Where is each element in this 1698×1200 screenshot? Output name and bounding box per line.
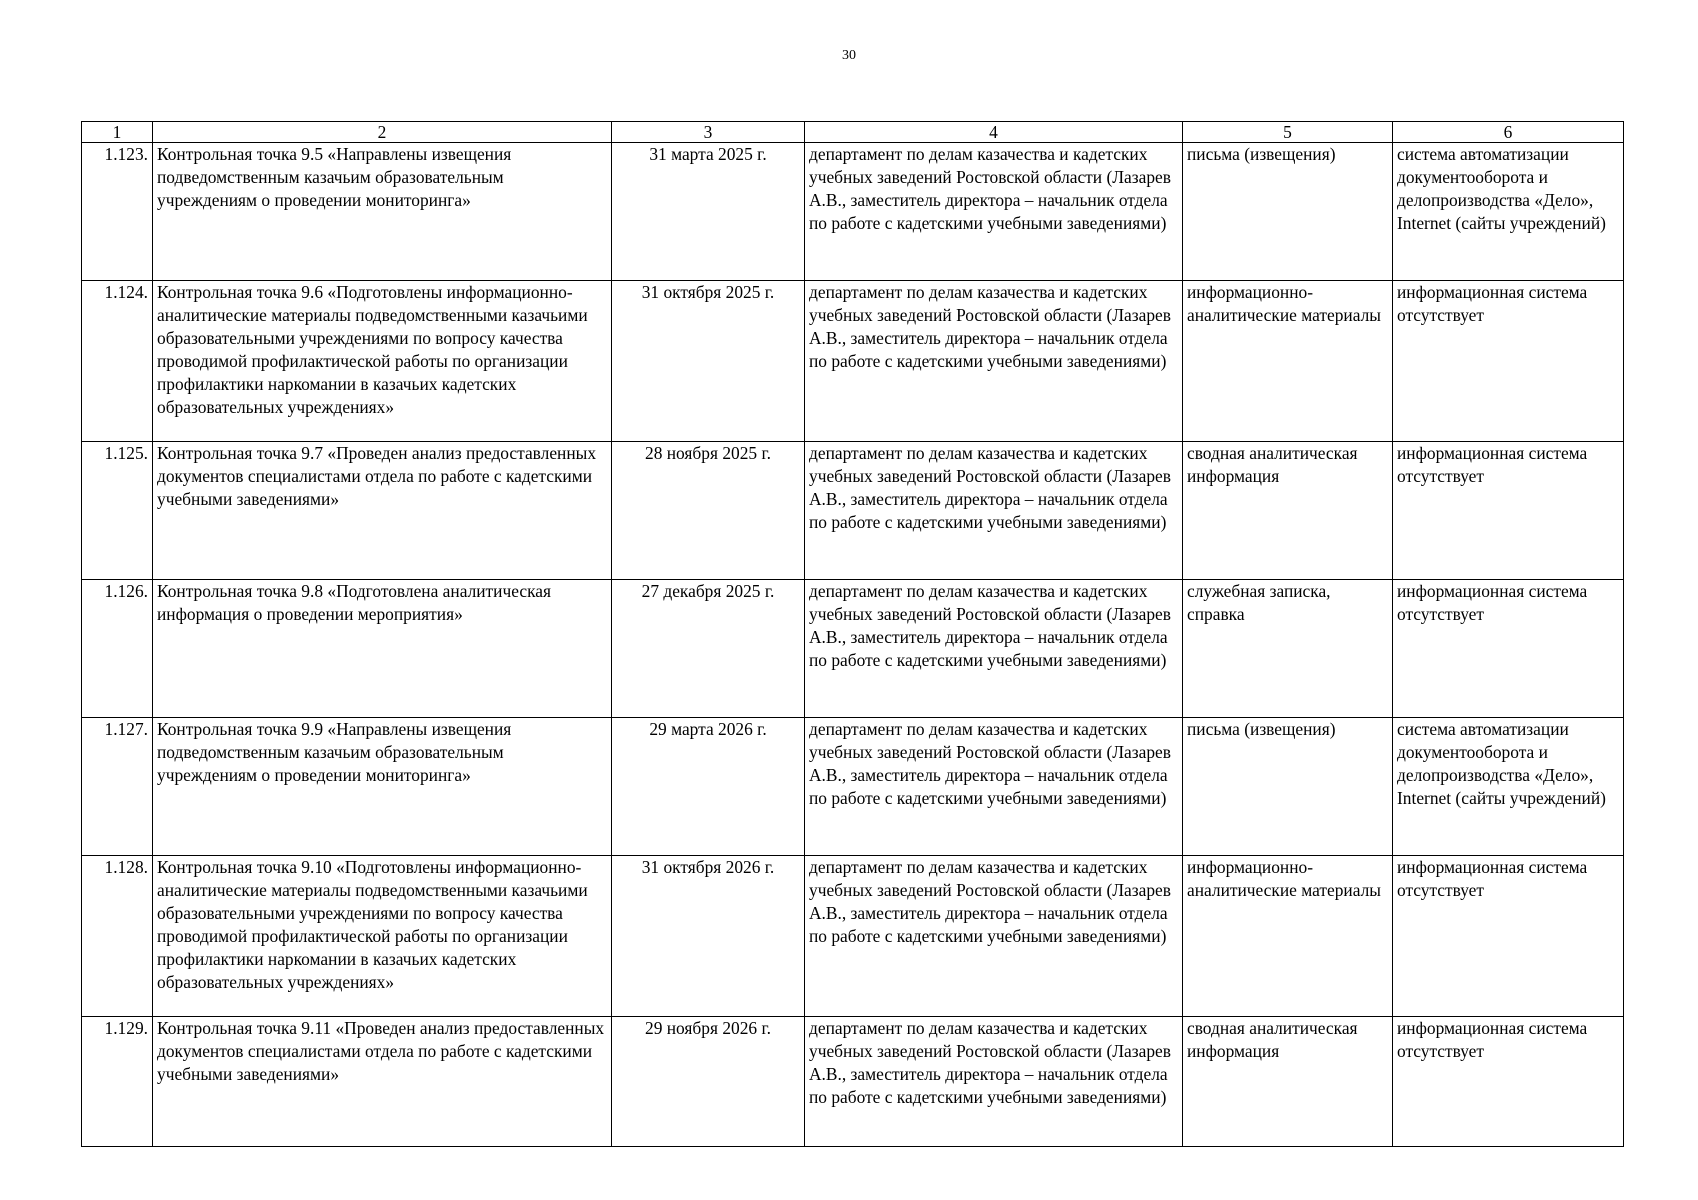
- row-number: 1.124.: [82, 281, 153, 442]
- control-points-table: [81, 121, 1624, 1147]
- information-system: информационная система отсутствует: [1393, 580, 1624, 718]
- column-number: 3: [612, 122, 805, 143]
- responsible: департамент по делам казачества и кадетских учебных заведений Ростовской области (Лазарев А.В., заместитель директора – начальник отдела по работе с кадетскими учебными заведениями): [805, 1017, 1183, 1147]
- deadline: 31 октября 2025 г.: [612, 281, 805, 442]
- table-row: [82, 281, 1624, 442]
- column-numbers-row: [82, 122, 1624, 143]
- deadline: 28 ноября 2025 г.: [612, 442, 805, 580]
- event-name: Контрольная точка 9.11 «Проведен анализ предоставленных документов специалистами отдела по работе с кадетскими учебными заведениями»: [153, 1017, 612, 1147]
- row-number: 1.126.: [82, 580, 153, 718]
- table-row: [82, 580, 1624, 718]
- column-number: 6: [1393, 122, 1624, 143]
- column-number: 4: [805, 122, 1183, 143]
- table-row: [82, 856, 1624, 1017]
- information-system: информационная система отсутствует: [1393, 856, 1624, 1017]
- responsible: департамент по делам казачества и кадетских учебных заведений Ростовской области (Лазарев А.В., заместитель директора – начальник отдела по работе с кадетскими учебными заведениями): [805, 442, 1183, 580]
- document-type: информационно-аналитические материалы: [1183, 281, 1393, 442]
- event-name: Контрольная точка 9.10 «Подготовлены информационно-аналитические материалы подведомственными казачьими образовательными учреждениями по вопросу качества проводимой профилактической работы по организации профилактики наркомании в казачьих кадетских образовательных учреждениях»: [153, 856, 612, 1017]
- deadline: 31 марта 2025 г.: [612, 143, 805, 281]
- deadline: 27 декабря 2025 г.: [612, 580, 805, 718]
- row-number: 1.125.: [82, 442, 153, 580]
- deadline: 29 ноября 2026 г.: [612, 1017, 805, 1147]
- information-system: информационная система отсутствует: [1393, 281, 1624, 442]
- responsible: департамент по делам казачества и кадетских учебных заведений Ростовской области (Лазарев А.В., заместитель директора – начальник отдела по работе с кадетскими учебными заведениями): [805, 718, 1183, 856]
- row-number: 1.127.: [82, 718, 153, 856]
- column-number: 1: [82, 122, 153, 143]
- responsible: департамент по делам казачества и кадетских учебных заведений Ростовской области (Лазарев А.В., заместитель директора – начальник отдела по работе с кадетскими учебными заведениями): [805, 281, 1183, 442]
- table-row: [82, 1017, 1624, 1147]
- document-type: сводная аналитическая информация: [1183, 442, 1393, 580]
- document-type: письма (извещения): [1183, 718, 1393, 856]
- document-type: информационно-аналитические материалы: [1183, 856, 1393, 1017]
- page-number: 30: [842, 48, 856, 63]
- information-system: информационная система отсутствует: [1393, 1017, 1624, 1147]
- event-name: Контрольная точка 9.5 «Направлены извещения подведомственным казачьим образовательным учреждениям о проведении мониторинга»: [153, 143, 612, 281]
- information-system: система автоматизации документооборота и делопроизводства «Дело», Internet (сайты учреждений): [1393, 718, 1624, 856]
- responsible: департамент по делам казачества и кадетских учебных заведений Ростовской области (Лазарев А.В., заместитель директора – начальник отдела по работе с кадетскими учебными заведениями): [805, 856, 1183, 1017]
- table-row: [82, 442, 1624, 580]
- document-type: служебная записка, справка: [1183, 580, 1393, 718]
- deadline: 29 марта 2026 г.: [612, 718, 805, 856]
- row-number: 1.129.: [82, 1017, 153, 1147]
- table-row: [82, 718, 1624, 856]
- information-system: система автоматизации документооборота и делопроизводства «Дело», Internet (сайты учреждений): [1393, 143, 1624, 281]
- event-name: Контрольная точка 9.8 «Подготовлена аналитическая информация о проведении мероприятия»: [153, 580, 612, 718]
- responsible: департамент по делам казачества и кадетских учебных заведений Ростовской области (Лазарев А.В., заместитель директора – начальник отдела по работе с кадетскими учебными заведениями): [805, 143, 1183, 281]
- row-number: 1.123.: [82, 143, 153, 281]
- document-type: письма (извещения): [1183, 143, 1393, 281]
- event-name: Контрольная точка 9.7 «Проведен анализ предоставленных документов специалистами отдела по работе с кадетскими учебными заведениями»: [153, 442, 612, 580]
- event-name: Контрольная точка 9.9 «Направлены извещения подведомственным казачьим образовательным учреждениям о проведении мониторинга»: [153, 718, 612, 856]
- row-number: 1.128.: [82, 856, 153, 1017]
- responsible: департамент по делам казачества и кадетских учебных заведений Ростовской области (Лазарев А.В., заместитель директора – начальник отдела по работе с кадетскими учебными заведениями): [805, 580, 1183, 718]
- column-number: 2: [153, 122, 612, 143]
- event-name: Контрольная точка 9.6 «Подготовлены информационно-аналитические материалы подведомственными казачьими образовательными учреждениями по вопросу качества проводимой профилактической работы по организации профилактики наркомании в казачьих кадетских образовательных учреждениях»: [153, 281, 612, 442]
- information-system: информационная система отсутствует: [1393, 442, 1624, 580]
- deadline: 31 октября 2026 г.: [612, 856, 805, 1017]
- document-type: сводная аналитическая информация: [1183, 1017, 1393, 1147]
- column-number: 5: [1183, 122, 1393, 143]
- table-row: [82, 143, 1624, 281]
